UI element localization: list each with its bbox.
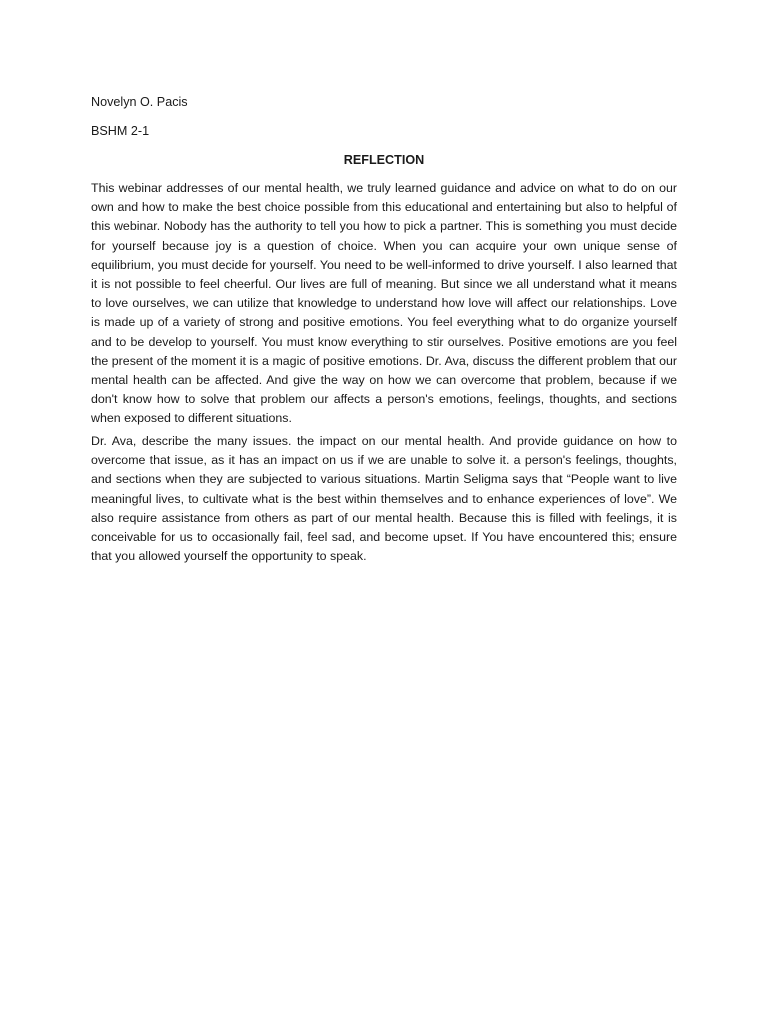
class-section: BSHM 2-1	[91, 124, 150, 138]
document-title: REFLECTION	[343, 153, 425, 167]
body-paragraph-1: This webinar addresses of our mental health, we truly learned guidance and advice on what to do on our own and how to make the best choice possible from this educational and entertaining but also to helpful of this webinar. Nobody has the authority to tell you how to pick a partner. This is something you must decide for yourself because joy is a question of choice. When you can acquire your own unique sense of equilibrium, you must decide for yourself. You need to be well-informed to drive yourself. I also learned that it is not possible to feel cheerful. Our lives are full of meaning. But since we all understand what it means to love ourselves, we can utilize that knowledge to understand how love will affect our relationships. Love is made up of a variety of strong and positive emotions. You feel everything what to do organize yourself and to be develop to yourself. You must know everything to stir ourselves. Positive emotions are you feel the present of the moment it is a magic of positive emotions. Dr. Ava, discuss the different problem that our mental health can be affected. And give the way on how we can overcome that problem, because if we don't know how to solve that problem our affects a person's emotions, feelings, thoughts, and sections when exposed to different situations.	[91, 181, 677, 426]
body-paragraph-2: Dr. Ava, describe the many issues. the impact on our mental health. And provide guidance on how to overcome that issue, as it has an impact on us if we are unable to solve it. a person's feelings, thoughts, and sections when they are subjected to various situations. Martin Seligma says that “People want to live meaningful lives, to cultivate what is the best within themselves and to enhance experiences of love”. We also require assistance from others as part of our mental health. Because this is filled with feelings, it is conceivable for us to occasionally fail, feel sad, and become upset. If You have encountered this; ensure that you allowed yourself the opportunity to speak.	[91, 434, 677, 564]
author-name: Novelyn O. Pacis	[91, 95, 188, 109]
